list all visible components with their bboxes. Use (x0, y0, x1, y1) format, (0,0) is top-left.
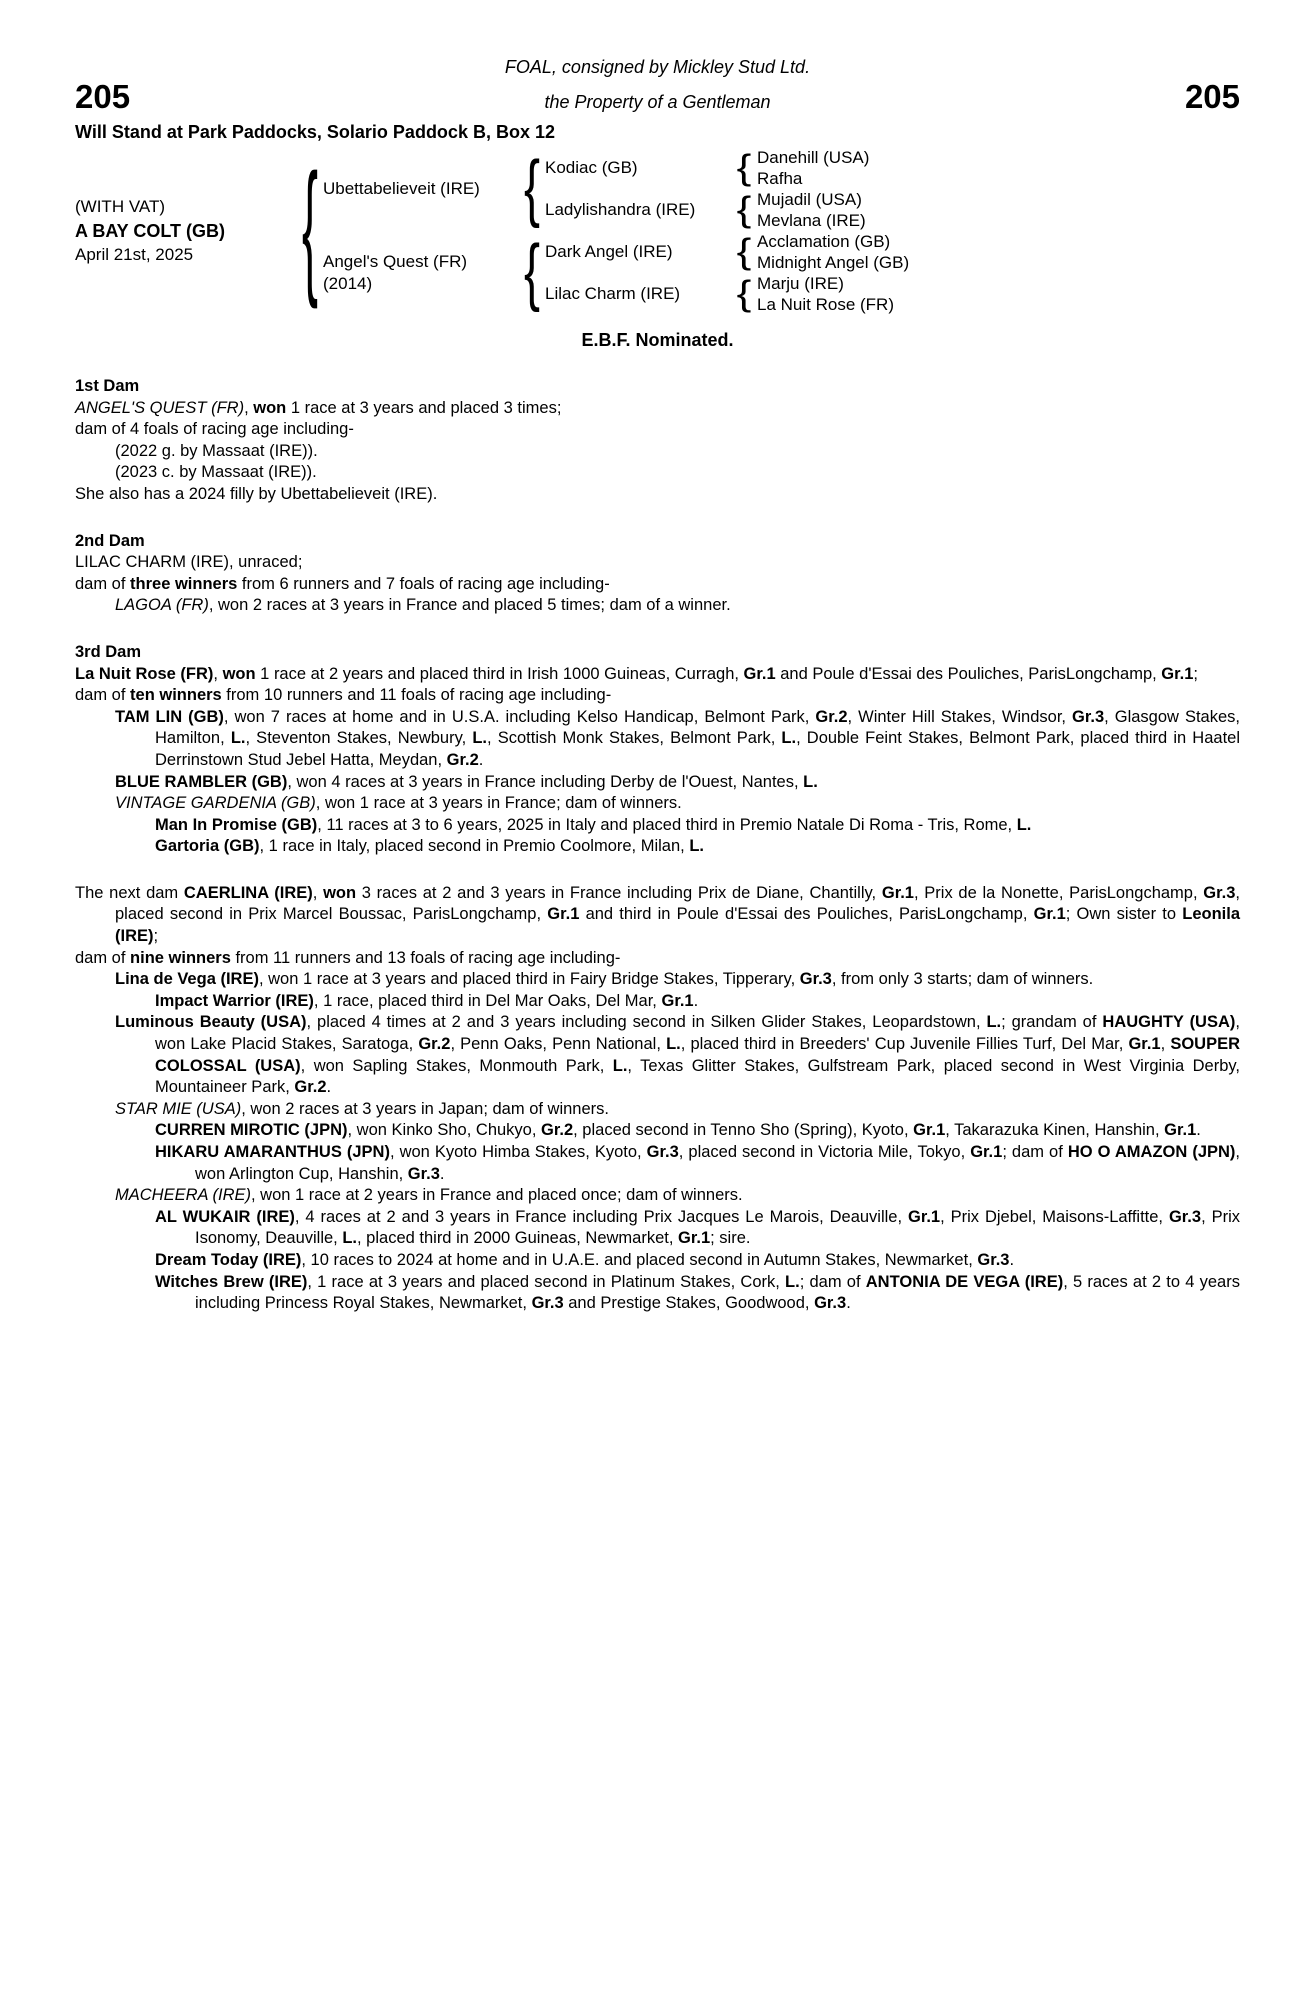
catalogue-paragraph: LAGOA (FR), won 2 races at 3 years in France and placed 5 times; dam of a winner. (115, 596, 731, 615)
pedigree-brace: { (523, 147, 541, 230)
great-grandparent-name: Acclamation (GB) (757, 232, 891, 251)
dam-section (75, 376, 1240, 506)
pedigree-subject (75, 195, 297, 267)
great-grandparent-name: Midnight Angel (GB) (757, 253, 910, 272)
property-line: the Property of a Gentleman (544, 92, 771, 112)
catalogue-paragraph: BLUE RAMBLER (GB), won 4 races at 3 years in France including Derby de l'Ouest, Nantes, L. (115, 772, 818, 791)
lot-number-right: 205 (1184, 78, 1240, 115)
catalogue-paragraph: LILAC CHARM (IRE), unraced; (75, 553, 303, 572)
pedigree-brace: { (736, 148, 752, 188)
catalogue-paragraph: CURREN MIROTIC (JPN), won Kinko Sho, Chukyo, Gr.2, placed second in Tenno Sho (Spring), Kyoto, Gr.1, Takarazuka Kinen, Hanshin, Gr.1. (155, 1121, 1201, 1140)
section-heading: 1st Dam (75, 377, 140, 395)
pedigree-brace: { (736, 232, 752, 272)
foal-date: April 21st, 2025 (75, 245, 194, 264)
catalogue-paragraph: Gartoria (GB), 1 race in Italy, placed second in Premio Coolmore, Milan, L. (155, 837, 704, 856)
catalogue-paragraph: dam of three winners from 6 runners and 7 foals of racing age including- (75, 574, 610, 593)
catalogue-paragraph: Impact Warrior (IRE), 1 race, placed third in Del Mar Oaks, Del Mar, Gr.1. (155, 991, 699, 1010)
catalogue-paragraph: VINTAGE GARDENIA (GB), won 1 race at 3 years in France; dam of winners. (115, 794, 682, 813)
section-heading: 3rd Dam (75, 642, 142, 661)
sire-name (323, 178, 519, 200)
catalogue-paragraph: STAR MIE (USA), won 2 races at 3 years in Japan; dam of winners. (115, 1099, 609, 1118)
great-grandparent-name: Marju (IRE) (757, 274, 844, 293)
dam-section (75, 642, 1240, 858)
pedigree-brace: { (301, 147, 319, 312)
sire-parents (545, 147, 869, 231)
catalogue-paragraph: AL WUKAIR (IRE), 4 races at 2 and 3 years in France including Prix Jacques Le Marois, Deauville, Gr.1, Prix Djebel, Maisons-Laffitte, Gr.3, Prix Isonomy, Deauville, L., placed third in 2000 Guineas, Newmarket, Gr.1; sire. (155, 1207, 1240, 1248)
dam-year: (2014) (323, 274, 373, 293)
catalogue-paragraph: HIKARU AMARANTHUS (JPN), won Kyoto Himba Stakes, Kyoto, Gr.3, placed second in Victoria Mile, Tokyo, Gr.1; dam of HO O AMAZON (JPN), won Arlington Cup, Hanshin, Gr.3. (155, 1143, 1241, 1183)
dam-row (323, 231, 909, 315)
subject-name: A BAY COLT (GB) (75, 221, 226, 241)
granddam-row (545, 189, 869, 231)
great-grandparent-name: Mujadil (USA) (757, 190, 862, 209)
great-grandparent-name: Rafha (757, 169, 803, 188)
sire-name-text: Ubettabelieveit (IRE) (323, 179, 480, 198)
granddam-row (545, 273, 909, 315)
dam-parents (545, 231, 909, 315)
catalogue-paragraph: TAM LIN (GB), won 7 races at home and in U.S.A. including Kelso Handicap, Belmont Park, Gr.2, Winter Hill Stakes, Windsor, Gr.3, Glasgow Stakes, Hamilton, L., Steventon Stakes, Newbury, L., Scottish Monk Stakes, Belmont Park, L., Double Feint Stakes, Belmont Park, placed third in Haatel Derrinstown Stud Jebel Hatta, Meydan, Gr.2. (115, 707, 1240, 769)
lot-header (75, 79, 1240, 115)
dam-name (323, 251, 519, 295)
great-grandparents (757, 147, 869, 189)
catalogue-paragraph: (2022 g. by Massaat (IRE)). (115, 441, 318, 460)
great-grandparent-name: Mevlana (IRE) (757, 211, 866, 230)
catalogue-paragraph: Witches Brew (IRE), 1 race at 3 years and placed second in Platinum Stakes, Cork, L.; dam of ANTONIA DE VEGA (IRE), 5 races at 2 to 4 years including Princess Royal Stakes, Newmarket, Gr.3 and Prestige Stakes, Goodwood, Gr.3. (155, 1272, 1240, 1313)
section-heading: 2nd Dam (75, 531, 145, 550)
catalogue-paragraph: dam of 4 foals of racing age including- (75, 420, 354, 439)
pedigree-generation-2 (323, 147, 909, 315)
vat-note: (WITH VAT) (75, 197, 166, 216)
pedigree-table (75, 147, 1240, 315)
dam-name-text: Angel's Quest (FR) (323, 252, 468, 271)
lot-number-left: 205 (75, 78, 131, 115)
granddam-name: Lilac Charm (IRE) (545, 284, 681, 303)
sire-row (323, 147, 909, 231)
dam-section (75, 883, 1240, 1315)
pedigree-brace: { (736, 274, 752, 314)
catalogue-paragraph: Dream Today (IRE), 10 races to 2024 at home and in U.A.E. and placed second in Autumn Stakes, Newmarket, Gr.3. (155, 1250, 1015, 1269)
great-grandparents (757, 273, 894, 315)
catalogue-body (75, 376, 1240, 1315)
grandsire-row (545, 147, 869, 189)
great-grandparent-name: La Nuit Rose (FR) (757, 295, 894, 314)
pedigree-brace: { (736, 190, 752, 230)
great-grandparents (757, 189, 866, 231)
dam-section (75, 531, 1240, 617)
grandsire-name: Kodiac (GB) (545, 158, 638, 177)
consignor-line: FOAL, consigned by Mickley Stud Ltd. (504, 57, 811, 77)
catalogue-paragraph: She also has a 2024 filly by Ubettabelieveit (IRE). (75, 484, 438, 503)
grandsire-name: Dark Angel (IRE) (545, 242, 673, 261)
catalogue-paragraph: (2023 c. by Massaat (IRE)). (115, 463, 317, 482)
great-grandparent-name: Danehill (USA) (757, 148, 870, 167)
catalogue-paragraph: The next dam CAERLINA (IRE), won 3 races at 2 and 3 years in France including Prix de Diane, Chantilly, Gr.1, Prix de la Nonette, ParisLongchamp, Gr.3, placed second in Prix Marcel Boussac, ParisLongchamp, Gr.1 and third in Poule d'Essai des Pouliches, ParisLongchamp, Gr.1; Own sister to Leonila (IRE); (75, 883, 1240, 946)
catalogue-paragraph: dam of nine winners from 11 runners and 13 foals of racing age including- (75, 948, 621, 967)
granddam-name: Ladylishandra (IRE) (545, 200, 696, 219)
catalogue-paragraph: Man In Promise (GB), 11 races at 3 to 6 years, 2025 in Italy and placed third in Premio Natale Di Roma - Tris, Rome, L. (155, 815, 1032, 834)
catalogue-paragraph: Luminous Beauty (USA), placed 4 times at 2 and 3 years including second in Silken Glider Stakes, Leopardstown, L.; grandam of HAUGHTY (USA), won Lake Placid Stakes, Saratoga, Gr.2, Penn Oaks, Penn National, L., placed third in Breeders' Cup Juvenile Fillies Turf, Del Mar, Gr.1, SOUPER COLOSSAL (USA), won Sapling Stakes, Monmouth Park, L., Texas Glitter Stakes, Gulfstream Park, placed second in West Virginia Derby, Mountaineer Park, Gr.2. (115, 1013, 1241, 1097)
catalogue-paragraph: MACHEERA (IRE), won 1 race at 2 years in France and placed once; dam of winners. (115, 1186, 743, 1205)
stand-location-line: Will Stand at Park Paddocks, Solario Paddock B, Box 12 (75, 122, 555, 142)
catalogue-paragraph: Lina de Vega (IRE), won 1 race at 3 years and placed third in Fairy Bridge Stakes, Tipperary, Gr.3, from only 3 starts; dam of winners. (115, 970, 1094, 989)
catalogue-paragraph: dam of ten winners from 10 runners and 11 foals of racing age including- (75, 686, 612, 705)
pedigree-brace: { (523, 231, 541, 314)
catalogue-paragraph: La Nuit Rose (FR), won 1 race at 2 years and placed third in Irish 1000 Guineas, Curragh, Gr.1 and Poule d'Essai des Pouliches, ParisLongchamp, Gr.1; (75, 664, 1198, 683)
grandsire-row (545, 231, 909, 273)
catalogue-paragraph: ANGEL'S QUEST (FR), won 1 race at 3 years and placed 3 times; (75, 398, 562, 417)
ebf-nominated-line: E.B.F. Nominated. (581, 330, 734, 350)
great-grandparents (757, 231, 909, 273)
